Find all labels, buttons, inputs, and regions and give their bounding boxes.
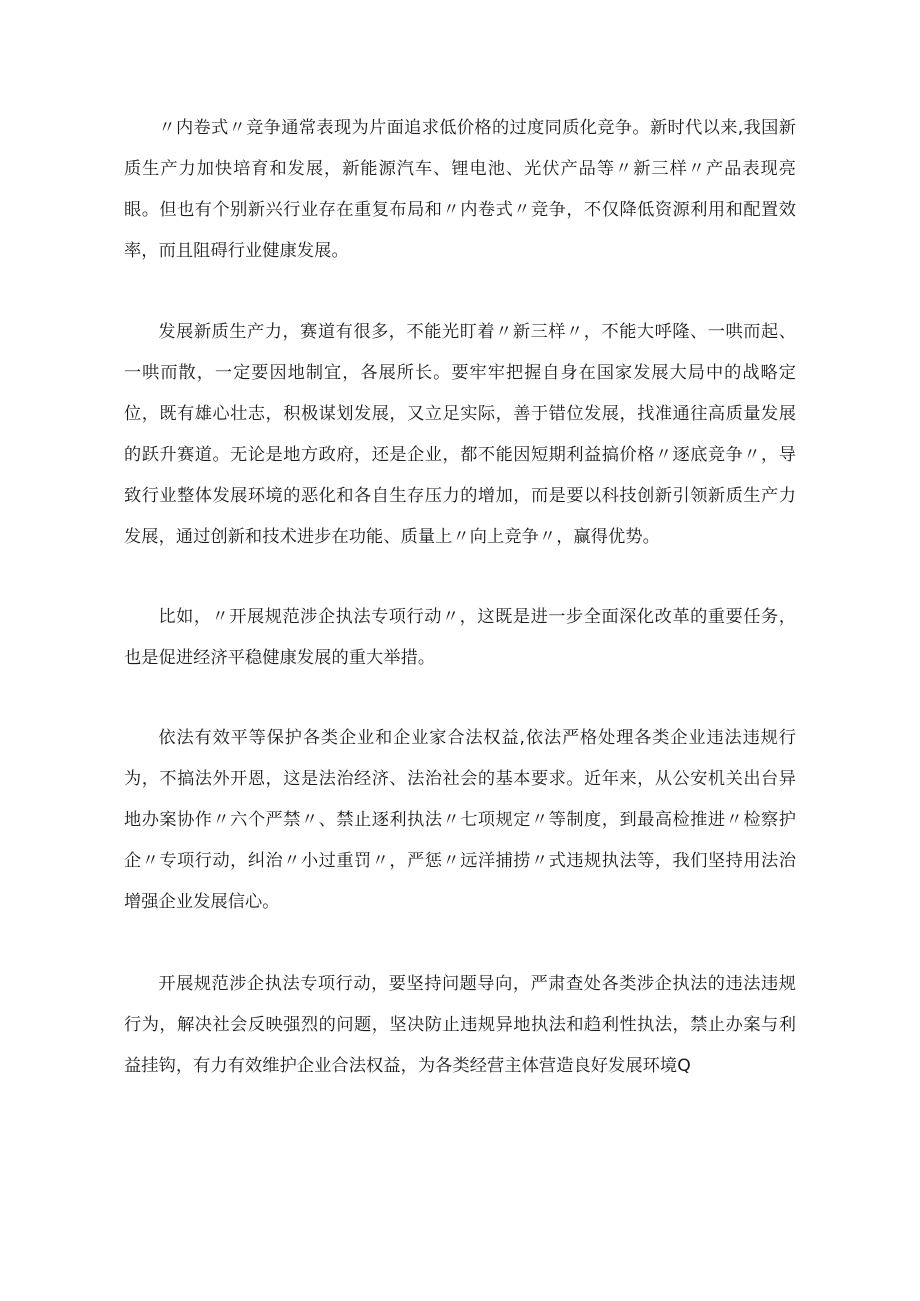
paragraph-enforcement-action: 比如，〃开展规范涉企执法专项行动〃，这既是进一步全面深化改革的重要任务，也是促进经济平稳健康发展的重大举措。 bbox=[124, 607, 796, 668]
paragraph-new-productivity: 发展新质生产力，赛道有很多，不能光盯着〃新三样〃，不能大呼隆、一哄而起、一哄而散，一定要因地制宜，各展所长。要牢牢把握自身在国家发展大局中的战略定位，既有雄心壮志，积极谋划发展，又立足实际，善于错位发展，找准通往高质量发展的跃升赛道。无论是地方政府，还是企业，都不能因短期利益搞价格〃逐底竞争〃，导致行业整体发展环境的恶化和各自生存压力的增加，而是要以科技创新引领新质生产力发展，通过创新和技术进步在功能、质量上〃向上竞争〃，赢得优势。 bbox=[124, 322, 796, 547]
paragraph-problem-oriented: 开展规范涉企执法专项行动，要坚持问题导向，严肃查处各类涉企执法的违法违规行为，解决社会反映强烈的问题，坚决防止违规异地执法和趋利性执法，禁止办案与利益挂钩，有力有效维护企业合法权益，为各类经营主体营造良好发展环境Q bbox=[124, 974, 796, 1076]
document-body bbox=[124, 108, 796, 1087]
paragraph-inner-competition: 〃内卷式〃竞争通常表现为片面追求低价格的过度同质化竞争。新时代以来,我国新质生产力加快培育和发展，新能源汽车、锂电池、光伏产品等〃新三样〃产品表现亮眼。但也有个别新兴行业存在重复布局和〃内卷式〃竞争，不仅降低资源利用和配置效率，而且阻碍行业健康发展。 bbox=[124, 118, 796, 261]
paragraph-legal-protection: 依法有效平等保护各类企业和企业家合法权益,依法严格处理各类企业违法违规行为，不搞法外开恩，这是法治经济、法治社会的基本要求。近年来，从公安机关出台异地办案协作〃六个严禁〃、禁止逐利执法〃七项规定〃等制度，到最高检推进〃检察护企〃专项行动，纠治〃小过重罚〃，严惩〃远洋捕捞〃式违规执法等，我们坚持用法治增强企业发展信心。 bbox=[124, 728, 796, 912]
